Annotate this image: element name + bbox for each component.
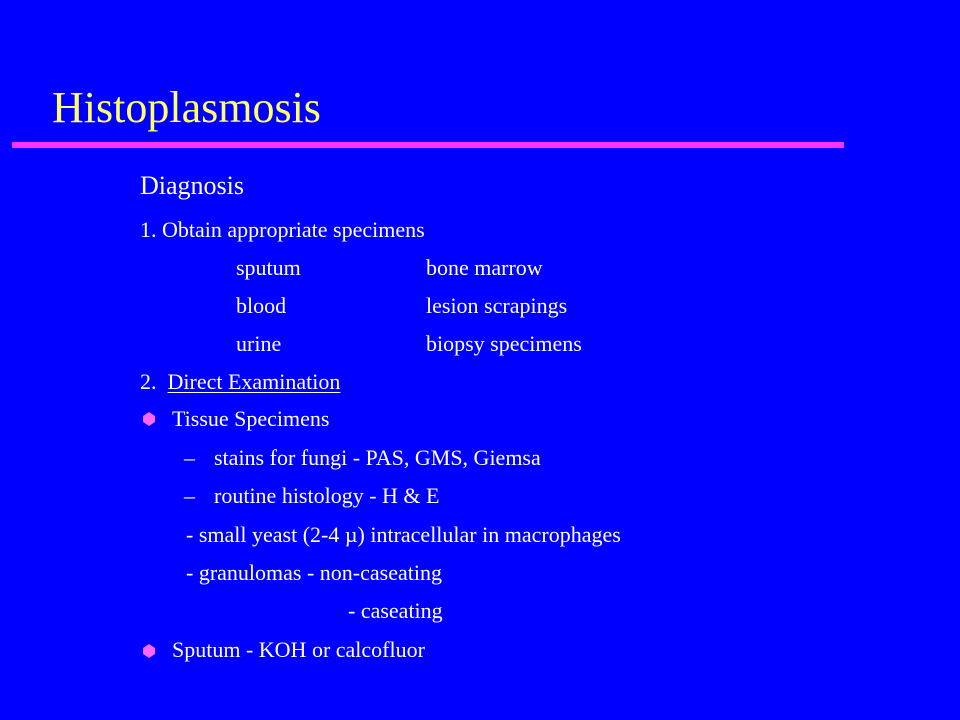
- diamond-bullet-icon: [142, 643, 156, 659]
- step-2-number: 2.: [140, 369, 168, 394]
- detail-1: - small yeast (2-4 µ) intracellular in macrophages: [186, 522, 621, 547]
- tissue-bullet: Tissue Specimens: [172, 406, 330, 431]
- tissue-sub-1: stains for fungi - PAS, GMS, Giemsa: [214, 445, 541, 470]
- section-heading: Diagnosis: [140, 171, 244, 200]
- specimen-right-2: lesion scrapings: [426, 293, 568, 318]
- specimen-left-1: sputum: [236, 255, 301, 280]
- title-rule: [12, 142, 844, 148]
- step-2-label: Direct Examination: [167, 369, 341, 394]
- specimen-right-3: biopsy specimens: [426, 331, 582, 356]
- slide-title: Histoplasmosis: [52, 83, 321, 132]
- tissue-sub-dash-2: –: [184, 483, 195, 508]
- specimen-left-2: blood: [236, 293, 287, 318]
- tissue-sub-dash-1: –: [184, 445, 195, 470]
- specimen-left-3: urine: [236, 331, 282, 356]
- detail-2: - granulomas - non-caseating: [186, 560, 442, 585]
- step-2: [140, 368, 340, 396]
- detail-3: - caseating: [348, 598, 443, 623]
- diamond-bullet-icon: [142, 411, 156, 427]
- tissue-sub-2: routine histology - H & E: [214, 483, 440, 508]
- specimen-right-1: bone marrow: [426, 255, 543, 280]
- step-1: 1. Obtain appropriate specimens: [140, 217, 425, 242]
- sputum-bullet: Sputum - KOH or calcofluor: [172, 637, 425, 662]
